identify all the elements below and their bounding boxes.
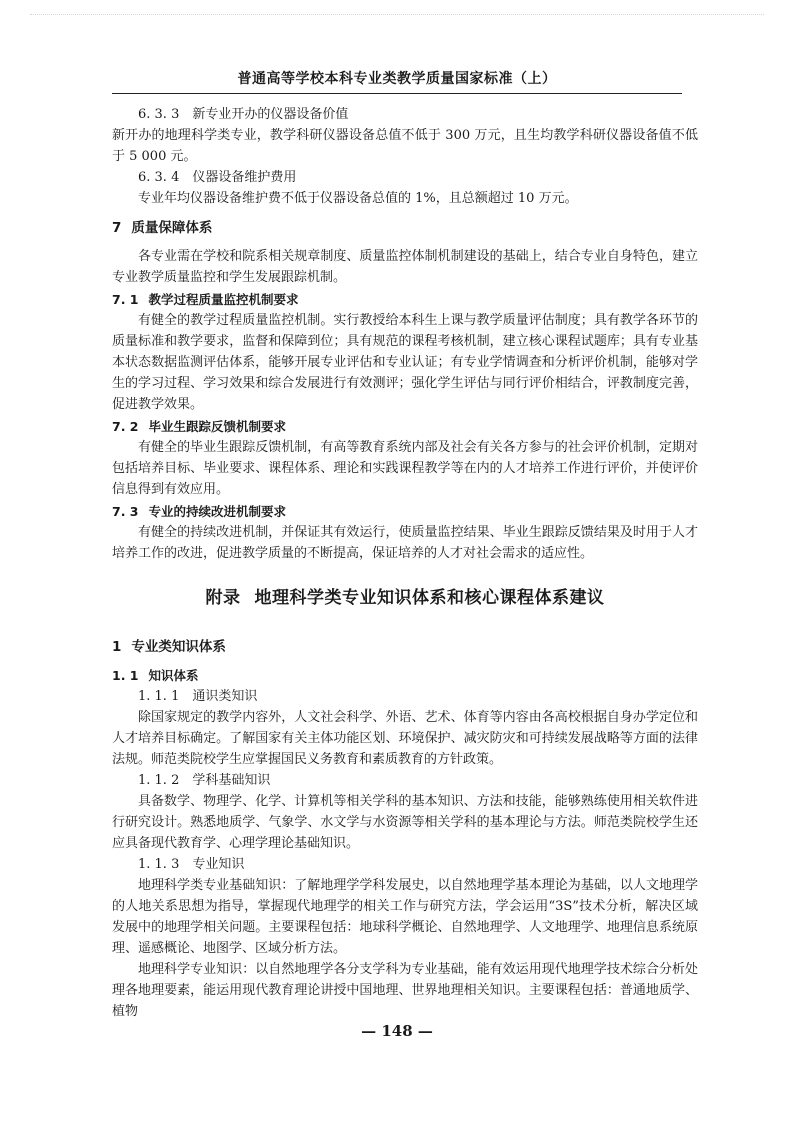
heading-number: 7. 3	[112, 504, 139, 519]
heading-text: 质量保障体系	[131, 220, 213, 236]
heading-number: 7. 2	[112, 419, 139, 434]
subsubsection-heading: 6. 3. 3 新专业开办的仪器设备价值	[138, 107, 349, 122]
body-paragraph: 地理科学类专业基础知识：了解地理学学科发展史，以自然地理学基本理论为基础，以人文地理学的人地关系思想为指导，掌握现代地理学的相关工作与研究方法，学会运用“3S”技术分析，解决区域发展中的地理学相关问题。主要课程包括：地球科学概论、自然地理学、人文地理学、地理信息系统原理、遥感概论、地图学、区域分析方法。	[112, 878, 698, 956]
heading-text: 专业的持续改进机制要求	[148, 504, 287, 519]
body-paragraph: 各专业需在学校和院系相关规章制度、质量监控体制机制建设的基础上，结合专业自身特色，建立专业教学质量监控和学生发展跟踪机制。	[112, 249, 698, 285]
body-paragraph: 有健全的持续改进机制，并保证其有效运行，使质量监控结果、毕业生跟踪反馈结果及时用于人才培养工作的改进，促进教学质量的不断提高，保证培养的人才对社会需求的适应性。	[112, 525, 698, 561]
body-paragraph: 有健全的教学过程质量监控机制。实行教授给本科生上课与教学质量评估制度；具有教学各环节的质量标准和教学要求，监督和保障到位；具有规范的课程考核机制，建立核心课程试题库；具有专业基本状态数据监测评估体系，能够开展专业评估和专业认证；有专业学情调查和分析评价机制，能够对学生的学习过程、学习效果和综合发展进行有效测评；强化学生评估与同行评价相结合，评教制度完善，促进教学效果。	[112, 313, 698, 412]
section-heading	[112, 218, 698, 239]
appendix-title-text: 地理科学类专业知识体系和核心课程体系建议	[254, 588, 605, 608]
heading-number: 7. 1	[112, 292, 139, 307]
heading-number: 1. 1	[112, 668, 139, 683]
subsubsection-heading: 1. 1. 3 专业知识	[138, 857, 245, 872]
page-number: — 148 —	[361, 1022, 433, 1040]
page-body	[112, 104, 698, 1022]
heading-text: 知识体系	[148, 668, 199, 683]
subsubsection-heading: 1. 1. 1 通识类知识	[138, 689, 258, 704]
running-header: 普通高等学校本科专业类教学质量国家标准（上）	[112, 68, 682, 94]
subsection-heading	[112, 665, 698, 686]
body-paragraph: 新开办的地理科学类专业，教学科研仪器设备总值不低于 300 万元，且生均教学科研仪器设备值不低于 5 000 元。	[112, 128, 698, 164]
body-paragraph: 具备数学、物理学、化学、计算机等相关学科的基本知识、方法和技能，能够熟练使用相关软件进行研究设计。熟悉地质学、气象学、水文学与水资源等相关学科的基本理论与方法。师范类院校学生还应具备现代教育学、心理学理论基础知识。	[112, 794, 698, 851]
subsubsection-heading: 1. 1. 2 学科基础知识	[138, 773, 271, 788]
heading-text: 毕业生跟踪反馈机制要求	[148, 419, 287, 434]
subsection-heading	[112, 289, 698, 310]
subsubsection-heading: 6. 3. 4 仪器设备维护费用	[138, 170, 297, 185]
scan-edge-marks	[30, 14, 764, 21]
heading-text: 专业类知识体系	[131, 639, 226, 655]
body-paragraph: 除国家规定的教学内容外，人文社会科学、外语、艺术、体育等内容由各高校根据自身办学定位和人才培养目标确定。了解国家有关主体功能区划、环境保护、减灾防灾和可持续发展战略等方面的法律法规。师范类院校学生应掌握国民义务教育和素质教育的方针政策。	[112, 710, 698, 767]
body-paragraph: 专业年均仪器设备维护费不低于仪器设备总值的 1%，且总额超过 10 万元。	[138, 191, 578, 206]
subsection-heading	[112, 501, 698, 522]
appendix-label: 附录	[205, 588, 241, 608]
subsection-heading	[112, 416, 698, 437]
heading-number: 1	[112, 639, 122, 655]
heading-text: 教学过程质量监控机制要求	[148, 292, 299, 307]
section-heading	[112, 637, 698, 658]
heading-number: 7	[112, 220, 122, 236]
body-paragraph: 有健全的毕业生跟踪反馈机制，有高等教育系统内部及社会有关各方参与的社会评价机制，定期对包括培养目标、毕业要求、课程体系、理论和实践课程教学等在内的人才培养工作进行评价，并使评价信息得到有效应用。	[112, 440, 698, 497]
appendix-title	[112, 588, 698, 609]
body-paragraph: 地理科学专业知识：以自然地理学各分支学科为专业基础，能有效运用现代地理学技术综合分析处理各地理要素，能运用现代教育理论讲授中国地理、世界地理相关知识。主要课程包括：普通地质学、植物	[112, 962, 698, 1019]
